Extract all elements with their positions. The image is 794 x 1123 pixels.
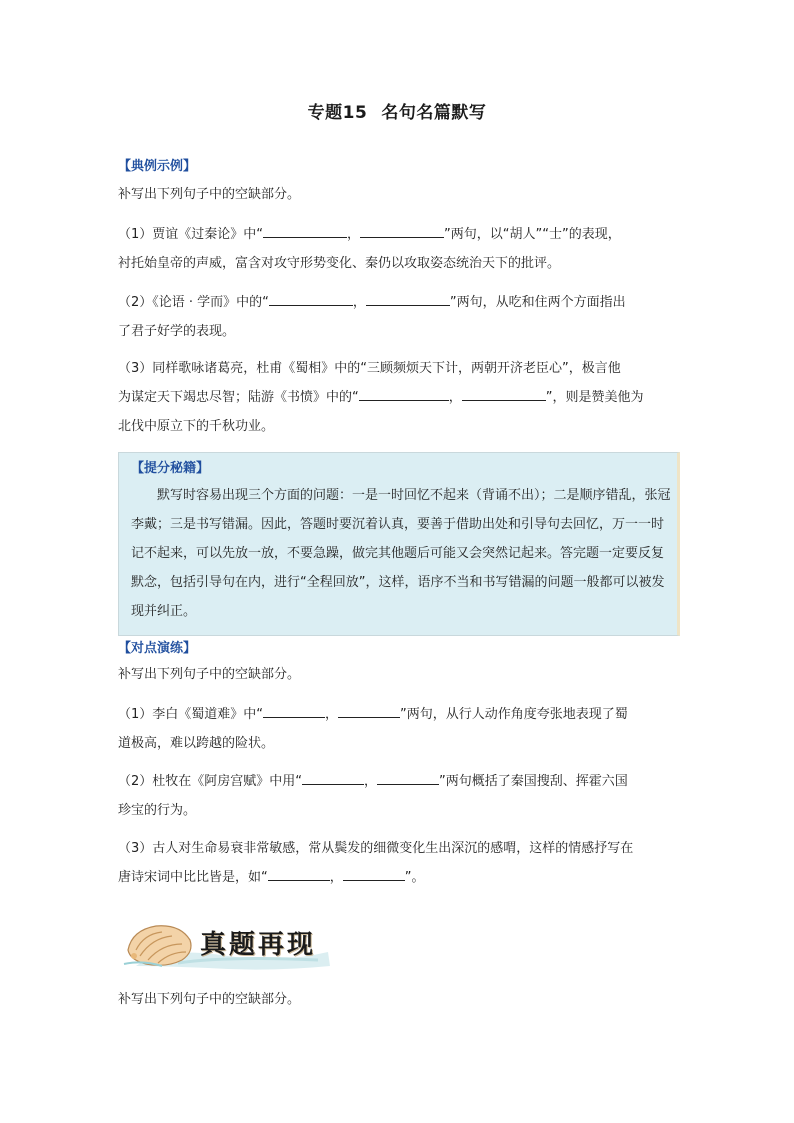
- answer-blank[interactable]: [360, 223, 444, 238]
- answer-blank[interactable]: [268, 866, 330, 881]
- real-exam-banner: [118, 918, 334, 972]
- answer-blank[interactable]: [338, 703, 400, 718]
- title-prefix: 专题15: [307, 103, 368, 123]
- answer-blank[interactable]: [377, 770, 439, 785]
- example-question-1: （1）贾谊《过秦论》中“ ， ”两句，以“胡人”“士”的表现， 衬托始皇帝的声威，富含对攻守形势变化、秦仍以攻取姿态统治天下的批评。: [118, 220, 678, 278]
- practice-intro: 补写出下列句子中的空缺部分。: [118, 667, 301, 682]
- example-question-2: （2）《论语 · 学而》中的“ ， ”两句，从吃和住两个方面指出 了君子好学的表现。: [118, 288, 678, 346]
- answer-blank[interactable]: [263, 703, 325, 718]
- title-main: 名句名篇默写: [381, 103, 487, 123]
- example-section-label: 【典例示例】: [118, 159, 197, 174]
- practice-question-2: （2）杜牧在《阿房宫赋》中用“ ， ”两句概括了秦国搜刮、挥霍六国 珍宝的行为。: [118, 767, 678, 825]
- example-intro: 补写出下列句子中的空缺部分。: [118, 187, 301, 202]
- tips-box: [118, 452, 680, 636]
- answer-blank[interactable]: [269, 291, 353, 306]
- example-question-3: （3）同样歌咏诸葛亮，杜甫《蜀相》中的“三顾频烦天下计，两朝开济老臣心”，极言他 为谋定天下竭忠尽智；陆游《书愤》中的“ ， ”，则是赞美他为 北伐中原立下的千秋功业。: [118, 361, 644, 434]
- tips-text: 默写时容易出现三个方面的问题：一是一时回忆不起来（背诵不出）；二是顺序错乱，张冠李戴；三是书写错漏。因此，答题时要沉着认真，要善于借助出处和引导句去回忆，万一一时记不起来，可以先放一放，不要急躁，做完其他题后可能又会突然记起来。答完题一定要反复默念，包括引导句在内，进行“全程回放”，这样，语序不当和书写错漏的问题一般都可以被发现并纠正。: [131, 488, 671, 619]
- answer-blank[interactable]: [462, 386, 546, 401]
- answer-blank[interactable]: [263, 223, 347, 238]
- conch-shell-icon: [122, 920, 196, 970]
- answer-blank[interactable]: [366, 291, 450, 306]
- banner-title: 真题再现: [200, 930, 317, 960]
- page-title: [0, 98, 794, 123]
- answer-blank[interactable]: [359, 386, 449, 401]
- answer-blank[interactable]: [302, 770, 364, 785]
- answer-blank[interactable]: [343, 866, 405, 881]
- tips-section-label: 【提分秘籍】: [131, 461, 210, 476]
- practice-question-1: （1）李白《蜀道难》中“ ， ”两句，从行人动作角度夸张地表现了蜀 道极高，难以跨越的险状。: [118, 700, 678, 758]
- practice-section-label: 【对点演练】: [118, 641, 197, 656]
- real-exam-intro: 补写出下列句子中的空缺部分。: [118, 992, 301, 1007]
- practice-question-3: （3）古人对生命易衰非常敏感，常从鬓发的细微变化生出深沉的感喟，这样的情感抒写在 唐诗宋词中比比皆是，如“ ， ”。: [118, 841, 634, 885]
